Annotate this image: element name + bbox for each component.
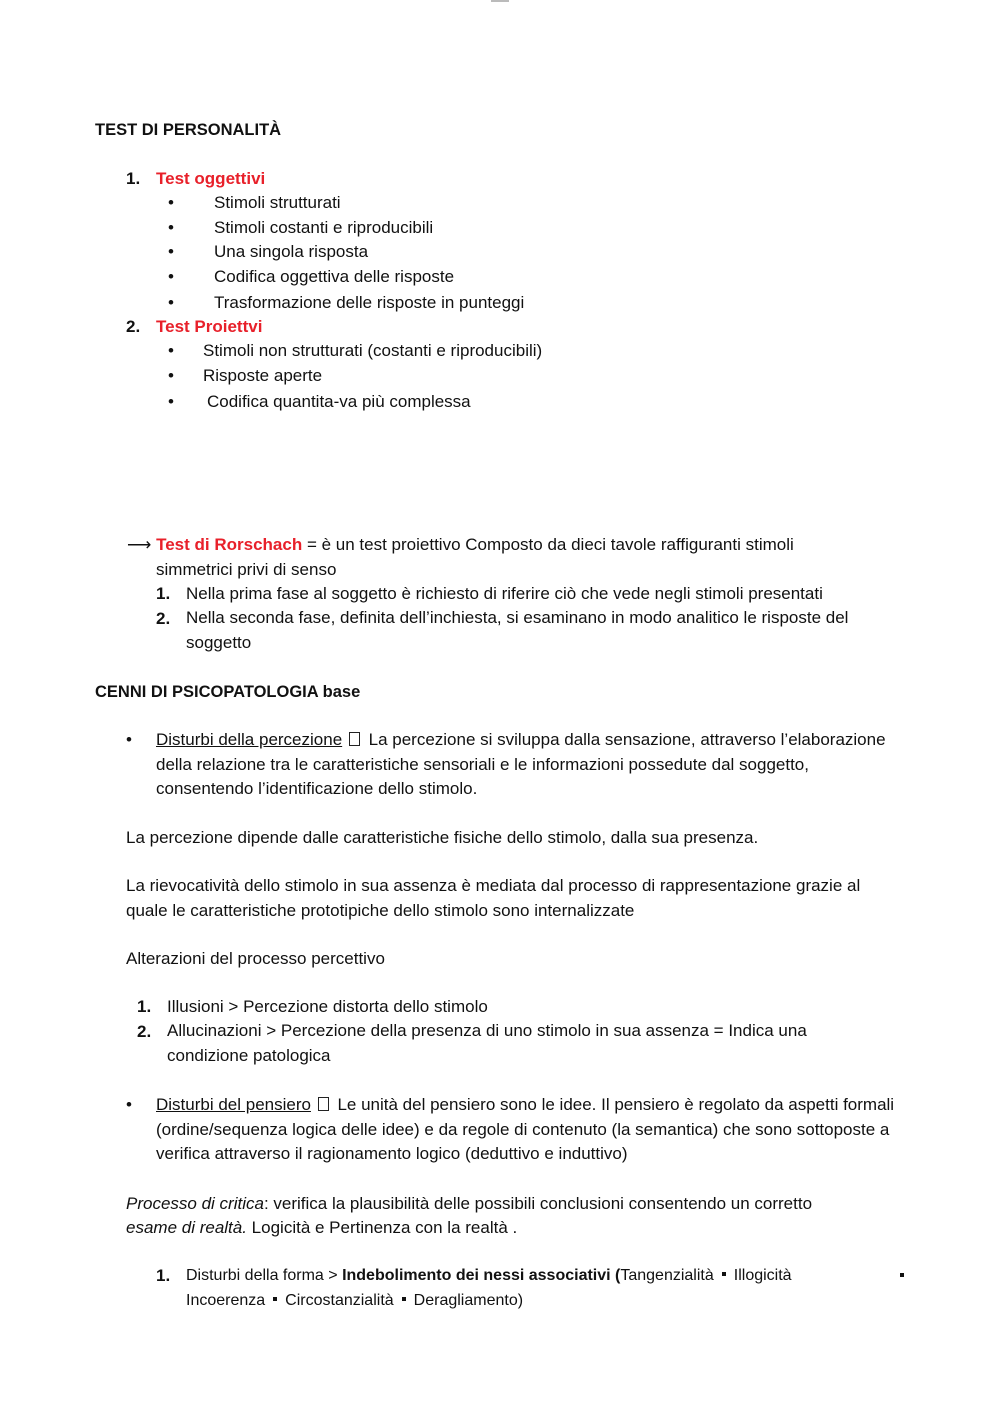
list-item-text: Codifica oggettiva delle risposte bbox=[214, 267, 455, 286]
percezione-label: Disturbi della percezione bbox=[156, 730, 343, 749]
list-item bbox=[168, 191, 174, 215]
bullet: • bbox=[168, 341, 174, 360]
list-item-text: Risposte aperte bbox=[203, 366, 323, 385]
section2-number: 2. bbox=[126, 317, 141, 336]
rorschach-text: = è un test proiettivo Composto da dieci tavole raffiguranti stimoli bbox=[306, 535, 794, 554]
list-item bbox=[168, 291, 174, 315]
rorschach-title: Test di Rorschach bbox=[156, 535, 303, 554]
bullet: • bbox=[168, 293, 174, 312]
list-item-text: Stimoli strutturati bbox=[214, 193, 341, 212]
list-item-text: Codifica quantita-va più complessa bbox=[207, 392, 471, 411]
step-number: 1. bbox=[156, 584, 171, 603]
critica-line1 bbox=[126, 1192, 812, 1216]
step-text: Nella prima fase al soggetto è richiesto di riferire ciò che vede negli stimoli presentati bbox=[186, 584, 823, 603]
forma-prefix: Disturbi della forma > bbox=[186, 1267, 343, 1284]
paragraph: La percezione dipende dalle caratteristiche fisiche dello stimolo, dalla sua presenza. bbox=[126, 828, 759, 847]
step-number: 2. bbox=[156, 609, 171, 628]
critica-term: esame di realtà. bbox=[126, 1218, 247, 1237]
missing-glyph-icon bbox=[349, 732, 360, 746]
forma-number: 1. bbox=[156, 1266, 171, 1285]
alterazione-number: 1. bbox=[137, 997, 152, 1016]
bullet: • bbox=[168, 267, 174, 286]
critica-line2 bbox=[126, 1216, 517, 1240]
forma-item: Illogicità bbox=[733, 1267, 792, 1284]
list-item-text: Trasformazione delle risposte in punteggi bbox=[214, 293, 525, 312]
forma-item: Deragliamento) bbox=[413, 1292, 524, 1309]
forma-item: Circostanzialità bbox=[285, 1292, 394, 1309]
paragraph: La rievocatività dello stimolo in sua assenza è mediata dal processo di rappresentazione grazie al quale le caratteristiche prototipiche dello stimolo sono internalizzate bbox=[126, 876, 861, 920]
pensiero-label: Disturbi del pensiero bbox=[156, 1095, 311, 1114]
paragraph: Alterazioni del processo percettivo bbox=[126, 949, 385, 968]
arrow-icon: ⟶ bbox=[127, 535, 152, 554]
pensiero-paragraph bbox=[156, 1093, 901, 1167]
critica-text: Logicità e Pertinenza con la realtà . bbox=[246, 1218, 518, 1237]
section1-heading bbox=[126, 167, 265, 191]
percezione-text: La percezione si sviluppa dalla sensazione, attraverso l’elaborazione della relazione tra le caratteristiche sensoriali e le informazioni possedute dal soggetto, consentendo l’identificazione dello stimolo. bbox=[156, 730, 886, 798]
forma-item: Tangenzialità bbox=[620, 1267, 714, 1284]
forma-line2 bbox=[186, 1289, 523, 1313]
list-item bbox=[168, 390, 174, 414]
square-bullet-icon bbox=[722, 1272, 726, 1276]
alterazione-text: Illusioni > Percezione distorta dello stimolo bbox=[167, 997, 488, 1016]
bullet: • bbox=[168, 392, 174, 411]
pensiero-text: Le unità del pensiero sono le idee. Il pensiero è regolato da aspetti formali (ordine/sequenza logica delle idee) e da regole di contenuto (la semantica) che sono sottoposte a verifica attraverso il ragionamento logico (deduttivo e induttivo) bbox=[156, 1095, 895, 1163]
alterazione-text: Allucinazioni > Percezione della presenza di uno stimolo in sua assenza = Indica una condizione patologica bbox=[167, 1021, 807, 1065]
list-item bbox=[168, 364, 174, 388]
list-item bbox=[168, 339, 174, 363]
section1-number: 1. bbox=[126, 169, 141, 188]
heading-psicopatologia: CENNI DI PSICOPATOLOGIA base bbox=[95, 683, 361, 701]
list-item-text: Stimoli costanti e riproducibili bbox=[214, 218, 434, 237]
critica-text: : verifica la plausibilità delle possibili conclusioni consentendo un corretto bbox=[263, 1194, 813, 1213]
rorschach-text-cont: simmetrici privi di senso bbox=[156, 560, 337, 579]
critica-term: Processo di critica bbox=[126, 1194, 264, 1213]
list-item-text: Una singola risposta bbox=[214, 242, 369, 261]
list-item bbox=[168, 240, 174, 264]
section2-title: Test Proiettvi bbox=[156, 317, 263, 336]
list-item bbox=[168, 265, 174, 289]
missing-glyph-icon bbox=[318, 1097, 329, 1111]
rorschach-line bbox=[127, 533, 794, 557]
forma-item: Incoerenza bbox=[186, 1292, 266, 1309]
header-mark bbox=[491, 0, 509, 2]
bullet: • bbox=[126, 1095, 132, 1114]
section1-title: Test oggettivi bbox=[156, 169, 266, 188]
bullet: • bbox=[168, 366, 174, 385]
alterazione-number: 2. bbox=[137, 1022, 152, 1041]
bullet: • bbox=[168, 218, 174, 237]
bullet: • bbox=[168, 193, 174, 212]
section2-heading bbox=[126, 315, 262, 339]
forma-line1 bbox=[186, 1264, 792, 1288]
bullet: • bbox=[126, 730, 132, 749]
square-bullet-icon bbox=[273, 1297, 277, 1301]
forma-bold: Indebolimento dei nessi associativi ( bbox=[342, 1267, 621, 1284]
bullet: • bbox=[168, 242, 174, 261]
square-bullet-icon bbox=[900, 1264, 904, 1288]
list-item-text: Stimoli non strutturati (costanti e riproducibili) bbox=[203, 341, 543, 360]
square-bullet-icon bbox=[402, 1297, 406, 1301]
step-text: Nella seconda fase, definita dell’inchiesta, si esaminano in modo analitico le risposte del soggetto bbox=[186, 608, 849, 652]
percezione-paragraph bbox=[156, 728, 906, 802]
list-item bbox=[168, 216, 174, 240]
heading-test-personalita: TEST DI PERSONALITÀ bbox=[95, 121, 282, 139]
